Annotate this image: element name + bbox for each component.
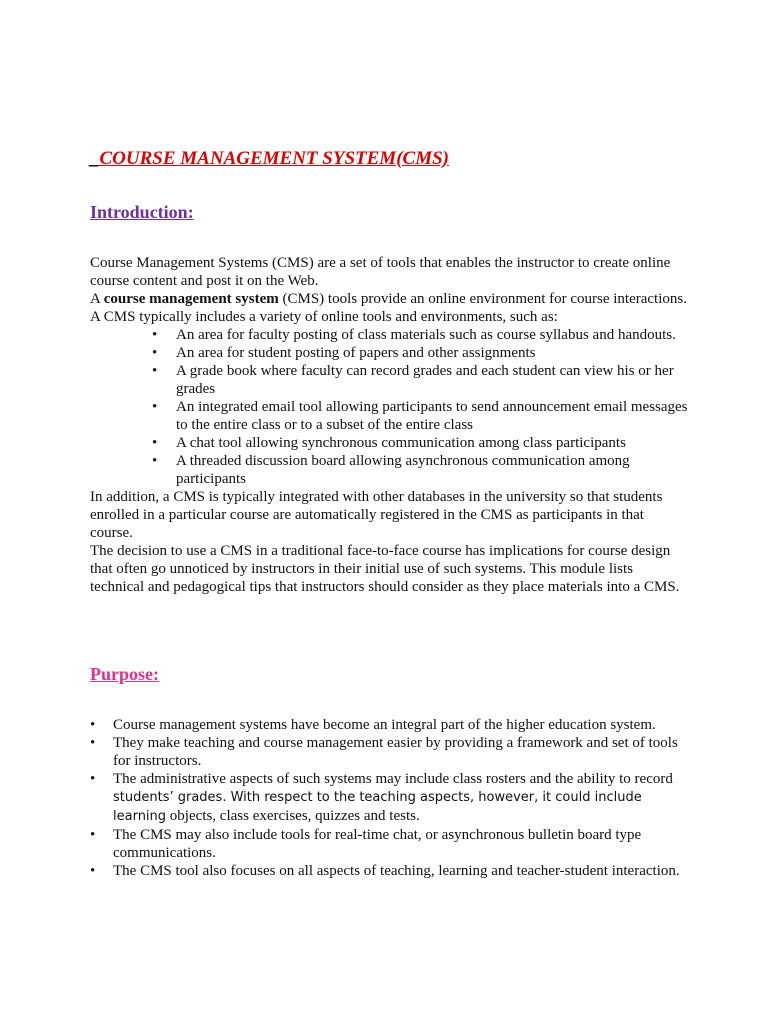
intro-paragraph-integration: In addition, a CMS is typically integrated with other databases in the university so that students enrolled in a particular course are automatically registered in the CMS as participants in that course. [90,489,663,541]
document-title [90,148,449,170]
intro-paragraph: Course Management Systems (CMS) are a set of tools that enables the instructor to create online course content and post it on the Web. [90,255,671,289]
title-text: COURSE MANAGEMENT SYSTEM(CMS) [99,148,449,169]
purpose-body [90,716,690,880]
text-span: The administrative aspects of such systems may include class rosters and the ability to record [113,771,673,787]
intro-paragraph-decision: The decision to use a CMS in a traditional face-to-face course has implications for course design that often go unnoticed by instructors in their initial use of such systems. This module lists technical and pedagogical tips that instructors should consider as they place materials into a CMS. [90,543,680,595]
tools-list [90,326,690,488]
list-item: • An integrated email tool allowing participants to send announcement email messages to the entire class or to a subset of the entire class [90,398,690,434]
text-span: (CMS) tools provide an online environment for course interactions. A CMS typically includes a variety of online tools and environments, such as: [90,291,687,325]
purpose-heading: Purpose: [90,664,159,684]
list-item: • Course management systems have become an integral part of the higher education system. [90,716,690,734]
text-span: objects, class exercises, quizzes and tests. [166,808,420,824]
list-item: • A chat tool allowing synchronous communication among class participants [90,434,690,452]
list-item: • A grade book where faculty can record grades and each student can view his or her grades [90,362,690,398]
purpose-list [90,716,690,880]
list-item: • An area for faculty posting of class materials such as course syllabus and handouts. [90,326,690,344]
text-span: A [90,291,104,307]
introduction-body [90,254,690,596]
list-item: • The CMS may also include tools for real-time chat, or asynchronous bulletin board type communications. [90,826,690,862]
list-item: • They make teaching and course management easier by providing a framework and set of tools for instructors. [90,734,690,770]
list-item: • An area for student posting of papers and other assignments [90,344,690,362]
list-item: • A threaded discussion board allowing asynchronous communication among participants [90,452,690,488]
list-item [90,770,690,826]
introduction-heading: Introduction: [90,202,194,222]
title-prefix: _ [90,148,100,169]
bold-term: course management system [103,291,279,307]
text-span: students’ grades. With respect to the teaching aspects, however, it could include learning [113,790,642,824]
intro-paragraph-cms-tools [90,290,690,326]
list-item: • The CMS tool also focuses on all aspects of teaching, learning and teacher-student interaction. [90,862,690,880]
